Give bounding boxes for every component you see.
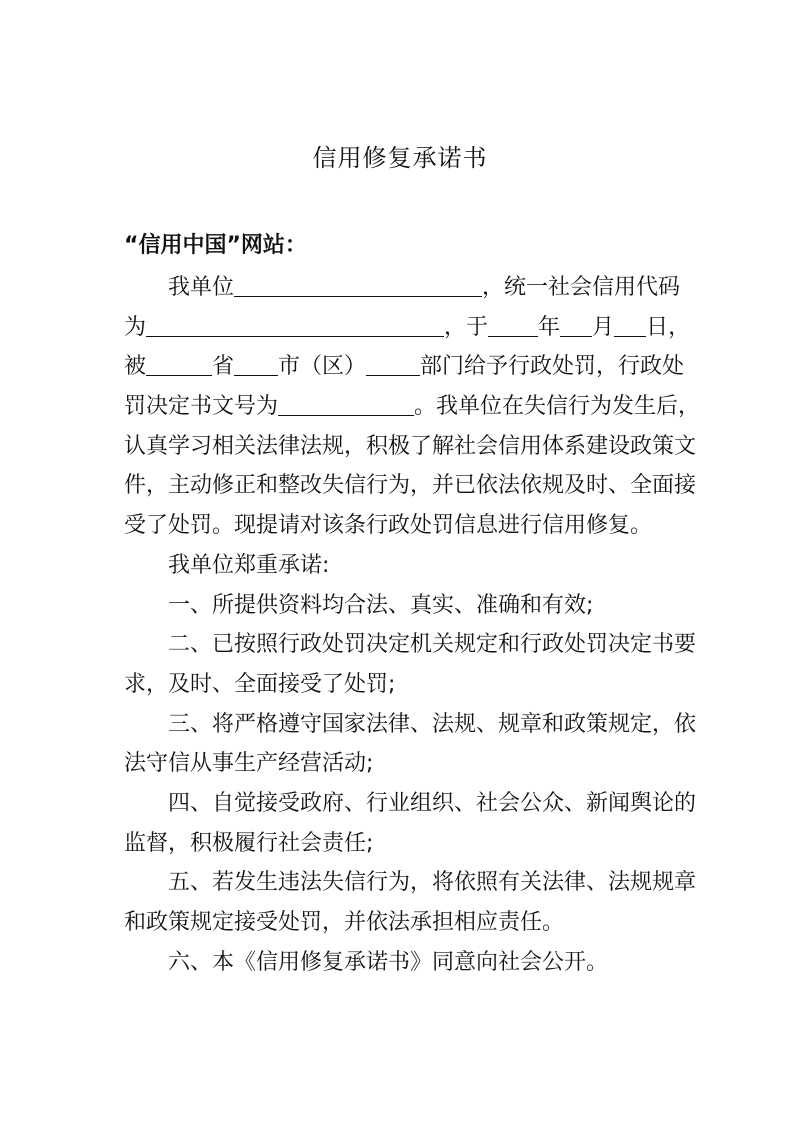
commitment-item-5: 五、若发生违法失信行为，将依照有关法律、法规规章 <box>168 870 697 896</box>
month-blank <box>560 314 592 337</box>
text: 罚决定书文号为 <box>124 394 279 420</box>
text: 为 <box>124 314 147 340</box>
paragraph-line <box>124 387 701 427</box>
city-blank <box>234 353 278 376</box>
department-blank <box>366 353 420 376</box>
text: 部门给予行政处罚，行政处 <box>420 354 685 380</box>
commitment-item-1: 一、所提供资料均合法、真实、准确和有效; <box>168 592 594 618</box>
text: 省 <box>212 354 235 380</box>
text: ，于 <box>444 314 489 340</box>
text: 年 <box>538 314 561 340</box>
commitment-intro: 我单位郑重承诺: <box>168 552 330 578</box>
commitment-item-6: 六、本《信用修复承诺书》同意向社会公开。 <box>168 949 609 975</box>
text: 月 <box>592 314 615 340</box>
text: 市（区） <box>278 354 367 380</box>
paragraph-line: 件，主动修正和整改失信行为，并已依法依规及时、全面接 <box>124 473 697 499</box>
text: ，统一社会信用代码 <box>482 275 681 300</box>
province-blank <box>146 353 212 376</box>
commitment-item-2-cont: 求，及时、全面接受了处罚; <box>124 671 396 697</box>
salutation: “信用中国”网站： <box>124 233 307 258</box>
document-title: 信用修复承诺书 <box>312 144 488 172</box>
text: 我单位 <box>168 275 235 300</box>
paragraph-line: 受了处罚。现提请对该条行政处罚信息进行信用修复。 <box>124 513 653 539</box>
credit-code-blank <box>146 314 444 337</box>
commitment-item-4: 四、自觉接受政府、行业组织、社会公众、新闻舆论的 <box>168 790 697 816</box>
text: 被 <box>124 354 147 380</box>
text: 。我单位在失信行为发生后， <box>414 394 701 420</box>
paragraph-line <box>124 347 684 387</box>
paragraph-line: 认真学习相关法律法规，积极了解社会信用体系建设政策文 <box>124 433 697 459</box>
commitment-item-2: 二、已按照行政处罚决定机关规定和行政处罚决定书要 <box>168 632 697 658</box>
text: 日， <box>646 314 691 340</box>
unit-name-blank <box>234 274 482 297</box>
paragraph-line <box>124 268 684 308</box>
year-blank <box>488 314 538 337</box>
paragraph-line <box>124 308 691 348</box>
decision-number-blank <box>278 393 414 416</box>
commitment-item-3: 三、将严格遵守国家法律、法规、规章和政策规定，依 <box>168 711 697 737</box>
document-body <box>124 268 701 982</box>
day-blank <box>614 314 646 337</box>
commitment-item-5-cont: 和政策规定接受处罚，并依法承担相应责任。 <box>124 910 565 935</box>
commitment-item-3-cont: 法守信从事生产经营活动; <box>124 751 374 777</box>
commitment-item-4-cont: 监督，积极履行社会责任; <box>124 830 374 856</box>
